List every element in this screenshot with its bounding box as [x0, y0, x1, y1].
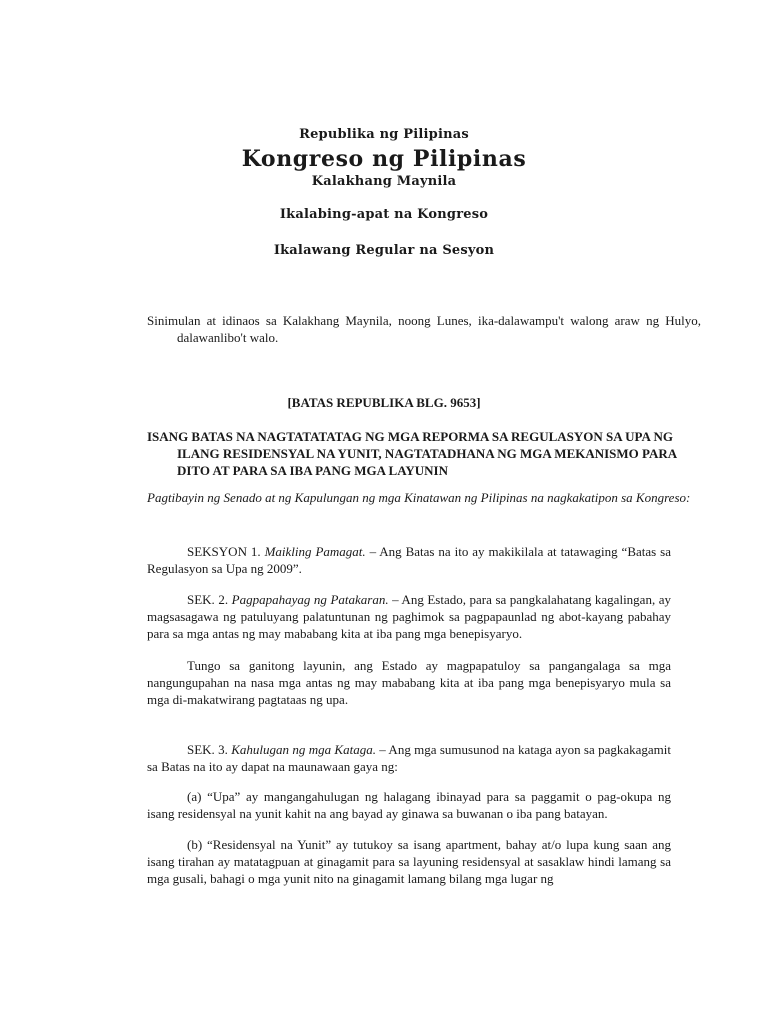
batas-number: [BATAS REPUBLIKA BLG. 9653]	[287, 395, 481, 410]
section-2-label: SEK. 2.	[187, 592, 229, 607]
section-3	[147, 741, 671, 775]
section-3-label: SEK. 3.	[187, 742, 228, 757]
header-republika: Republika ng Pilipinas	[299, 127, 469, 142]
header-kalakhang: Kalakhang Maynila	[311, 174, 457, 189]
section-2	[147, 591, 671, 642]
header-ikalawang: Ikalawang Regular na Sesyon	[273, 243, 495, 258]
section-1-label: SEKSYON 1.	[187, 544, 261, 559]
section-3-text: – Ang mga sumusunod na kataga ayon sa pagkakagamit sa Batas na ito ay dapat na maunawaan gaya ng:	[147, 742, 671, 774]
paragraph-tungo: Tungo sa ganitong layunin, ang Estado ay magpapatuloy sa pangangalaga sa mga nangungupahan na nasa mga antas ng may mababang kita at iba pang mga benepisyaryo mula sa mga di-makatwirang pagtataas ng upa.	[147, 658, 671, 707]
opening-paragraph: Sinimulan at idinaos sa Kalakhang Maynila, noong Lunes, ika-dalawampu't walong araw ng Hulyo, dalawanlibo't walo.	[147, 313, 701, 345]
header-kongreso: Kongreso ng Pilipinas	[241, 146, 527, 172]
section-1-text: – Ang Batas na ito ay makikilala at tatawaging “Batas sa Regulasyon sa Upa ng 2009”.	[147, 544, 671, 576]
header-ikalabing: Ikalabing-apat na Kongreso	[279, 207, 489, 222]
definition-b: (b) “Residensyal na Yunit” ay tutukoy sa isang apartment, bahay at/o lupa kung saan ang isang tirahan ay matatagpuan at ginagamit para sa layuning residensyal at sasaklaw hindi lamang sa mga gusali, bahagi o mga yunit nito na ginagamit lamang bilang mga lugar ng	[147, 837, 671, 886]
ratification-clause: Pagtibayin ng Senado at ng Kapulungan ng mga Kinatawan ng Pilipinas na nagkakatipon sa Kongreso:	[147, 490, 691, 505]
section-2-heading: Pagpapahayag ng Patakaran.	[231, 592, 389, 607]
section-1	[147, 543, 671, 577]
section-3-heading: Kahulugan ng mga Kataga.	[231, 742, 376, 757]
law-title: ISANG BATAS NA NAGTATATATAG NG MGA REPORMA SA REGULASYON SA UPA NG ILANG RESIDENSYAL NA YUNIT, NAGTATADHANA NG MGA MEKANISMO PARA DITO AT PARA SA IBA PANG MGA LAYUNIN	[147, 429, 677, 478]
definition-a: (a) “Upa” ay mangangahulugan ng halagang ibinayad para sa paggamit o pag-okupa ng isang residensyal na yunit kahit na ang bayad ay ginawa sa buwanan o iba pang batayan.	[147, 789, 671, 821]
section-2-text: – Ang Estado, para sa pangkalahatang kagalingan, ay magsasagawa ng patuluyang palatuntunan ng paghimok sa pagpapaunlad ng abot-kayang pabahay para sa mga antas ng may mababang kita at iba pang mga benepisyaryo.	[147, 592, 672, 641]
section-1-heading: Maikling Pamagat.	[264, 544, 366, 559]
